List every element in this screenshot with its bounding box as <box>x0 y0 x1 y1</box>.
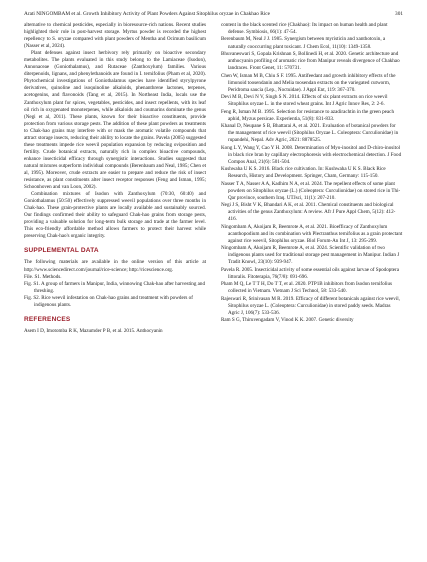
reference-item: Feng R, Isman M B. 1995. Selection for resistance to azadirachtin in the green peach aphid, Myzus persicae. Experientia, 51(8): 831-833. <box>221 108 394 122</box>
right-column <box>221 22 403 554</box>
reference-item: Ram S G, Thiruvengadam V, Vinod K K. 2007. Genetic diversity <box>221 317 354 324</box>
reference-item: Asem I D, Imotomba R K, Mazumder P B, et al. 2015. Anthocyanin <box>24 327 163 334</box>
reference-item: Ningombam A, Akoijam R, Beemrote A, et al. 2024. Scientific validation of two indigenous plants used for traditional storage pest management in Manipur. Indian J Tradit Knowl, 23(10): 939-947. <box>221 245 400 266</box>
body-paragraph: alternative to chemical pesticides, especially in bioresource-rich nations. Recent studies highlighted their role in post-harvest storage. Myrtus powder is recorded the highest repellency to S. oryzae compared with plant powders of Mentha and Ocimum basilicum (Nasser et al, 2024). <box>24 22 206 50</box>
reference-item: Negi J S, Bisht V K, Bhandari A K, et al. 2011. Chemical constituents and biological activities of the genus Zanthoxylum: A review. Afr J Pure Appl Chem, 5(12): 412-416. <box>221 202 396 223</box>
reference-item: Pavela R. 2005. Insecticidal activity of some essential oils against larvae of Spodoptera littoralis. Fitoterapia, 76(7/8): 691-696. <box>221 266 399 280</box>
reference-item: Rajeswari R, Srinivasan M R. 2019. Efficacy of different botanicals against rice weevil, Sitophilus oryzae L. (Coleoptera: Curculionidae) in stored paddy seeds. Madras Agric J, 106(7): 533-536. <box>221 295 400 316</box>
supplemental-intro: The following materials are available in the online version of this article at http://www.sciencedirect.com/journal/rice-science; http://ricescience.org. <box>24 259 206 273</box>
reference-item: Kushwaha U K S. 2016. Black rice cultivation. In: Kushwaha U K S. Black Rice Research, History and Development. Springer, Cham, Germany: 115-150. <box>221 166 386 180</box>
reference-item: Kong L Y, Wang Y, Cao Y H. 2008. Determination of Myo-inositol and D-chiro-inositol in black rice bran by capillary electrophoresis with electrochemical detection. J Food Compos Anal, 21(6): 501-504. <box>221 144 402 165</box>
reference-item: Nasser T A, Nasser A A, Kadhim N A, et al. 2024. The repellent effects of some plant powders on Sitophilus oryzae (L.) (Coleoptera: Curculionidae) on stored rice in Thi-Qar province, southern Iraq. UTJsci, 11(1): 207-210. <box>221 180 401 201</box>
reference-item: Khanal D, Neupane S B, Bhattarai A, et al. 2021. Evaluation of botanical powders for the management of rice weevil (Sitophilus Oryzae L. Coleoptera: Curculionidae) in rupandehi, Nepal. Adv Agric, 2021: 8878525. <box>221 123 399 144</box>
reference-item: content in the black scented rice (Chakhao): Its impact on human health and plant defense. Symbiosis, 66(1): 47-54. <box>221 22 388 36</box>
running-head: Arati NINGOMBAM et al. Growth Inhibitory Activity of Plant Powders Against Sitophilus oryzae in Chakhao Rice <box>24 11 270 17</box>
body-paragraph: Combination mixtures of Isodon with Zanthoxylum (70:30, 60:40) and Goniothalamus (50:50) effectively suppressed weevil populations over three months in Chak-hao. These grain-protective plants are locally available and sustainably sourced. Our findings confirmed their ability to safeguard Chak-hao grains from storage pests, providing a valuable solution for long-term bulk storage and trade at the farmer level. This eco-friendly affordable method allows farmers to protect their harvest while preserving Chak-hao's organic integrity. <box>24 191 206 240</box>
supplemental-item: Fig. S1. A group of farmers in Manipur, India, winnowing Chak-hao after harvesting and threshing. <box>24 280 206 294</box>
reference-item: Ningombam A, Akoijam R, Beemrote A, et al. 2021. Bioefficacy of Zanthoxylum acanthopodium and its combination with Plectranthus ternifolius as a grain protectant against rice weevil, Sitophilus oryzae. Biol Forum-An Int J, 13: 295-299. <box>221 223 403 244</box>
supplemental-item: File. S1. Methods. <box>24 273 62 280</box>
page-number: 301 <box>395 11 403 17</box>
supplemental-data-heading: SUPPLEMENTAL DATA <box>24 247 99 255</box>
reference-item: Chen W, Isman M B, Chiu S F. 1995. Antifeedant and growth inhibitory effects of the limonoid toosendanin and Melia toosendan extracts on the variegated cutworm, Peridroma saucia (Lep., Noctuidae). J Appl Ent, 119: 367-370. <box>221 72 396 93</box>
reference-item: Berenbaum M, Neal J J. 1985. Synergism between myristicin and xanthotoxin, a naturally cooccurring plant toxicant. J Chem Ecol, 11(10): 1349-1358. <box>221 36 386 50</box>
supplemental-item: Fig. S2. Rice weevil infestation on Chak-hao grains and treatment with powders of indigenous plants. <box>24 294 193 308</box>
references-heading: REFERENCES <box>24 315 71 323</box>
reference-item: Pham M Q, Le T T H, Do T T, et al. 2020. PTP1B inhibitors from Isodon ternifolius collected in Vietnam. Vietnam J Sci Technol, 58: 533-540. <box>221 281 393 295</box>
page-header <box>24 8 403 20</box>
reference-item: Devi M B, Devi N V, Singh S N. 2014. Effects of six plant extracts on rice weevil Sitophilus oryzae L. in the stored wheat grains. Int J Agric Innov Res, 2: 2-6. <box>221 94 388 108</box>
reference-item: Bhuvaneswari S, Gopala Krishnan S, Bollinedi H, et al. 2020. Genetic architecture and anthocyanin profiling of aromatic rice from Manipur reveals divergence of Chakhao landraces. Front Genet, 11: 570731. <box>221 50 400 72</box>
left-column <box>24 22 206 554</box>
body-paragraph: Plant defenses against insect herbivory rely primarily on bioactive secondary metabolites. The plants evaluated in this study belong to the Lamiaceae (Isodon), Annonaceae (Goniothalamus), and Rutaceae (Zanthoxylum) families. Various diterpenoids, lignans, and phenylethanoids are found in I. ternifolius (Pham et al, 2020). Phytochemical investigations of Goniothalamus species have identified styrylpyrone derivatives, quinoline and isoquinoline alkaloids, phenanthrene lactones, terpenes, acetogenins, and flavonoids (Tang et al, 2015). In Northeast India, locals use the Zanthoxylum plant for spices, vegetables, pesticides, and insect repellents, with its leaf oil rich in oxygenated monoterpenes, while alkaloids and coumarins dominate the genus (Negi et al, 2011). These plants, known for their bioactive constituents, provide protection from various storage pests. The addition of these plant powders as treatments to Chak-hao grains may interfere with or mask the aromatic volatile compounds that attract storage insects, reducing their ability to locate the grains. Pavela (2005) suggested these treatments impede rice weevil population expansion by reducing oviposition and fertility. Crude botanical extracts, naturally rich in complex bioactive compounds, enhance insecticidal efficacy through synergistic interactions. Studies suggested that natural mixtures outperform individual compounds (Berenbaum and Neal, 1985; Chen et al, 1995). Moreover, crude extracts are easier to prepare and reduce the risk of insect resistance, as plant constituents alter insect receptor responses (Feng and Isman, 1995; Schoonhoven and van Loon, 2002). <box>24 50 206 191</box>
